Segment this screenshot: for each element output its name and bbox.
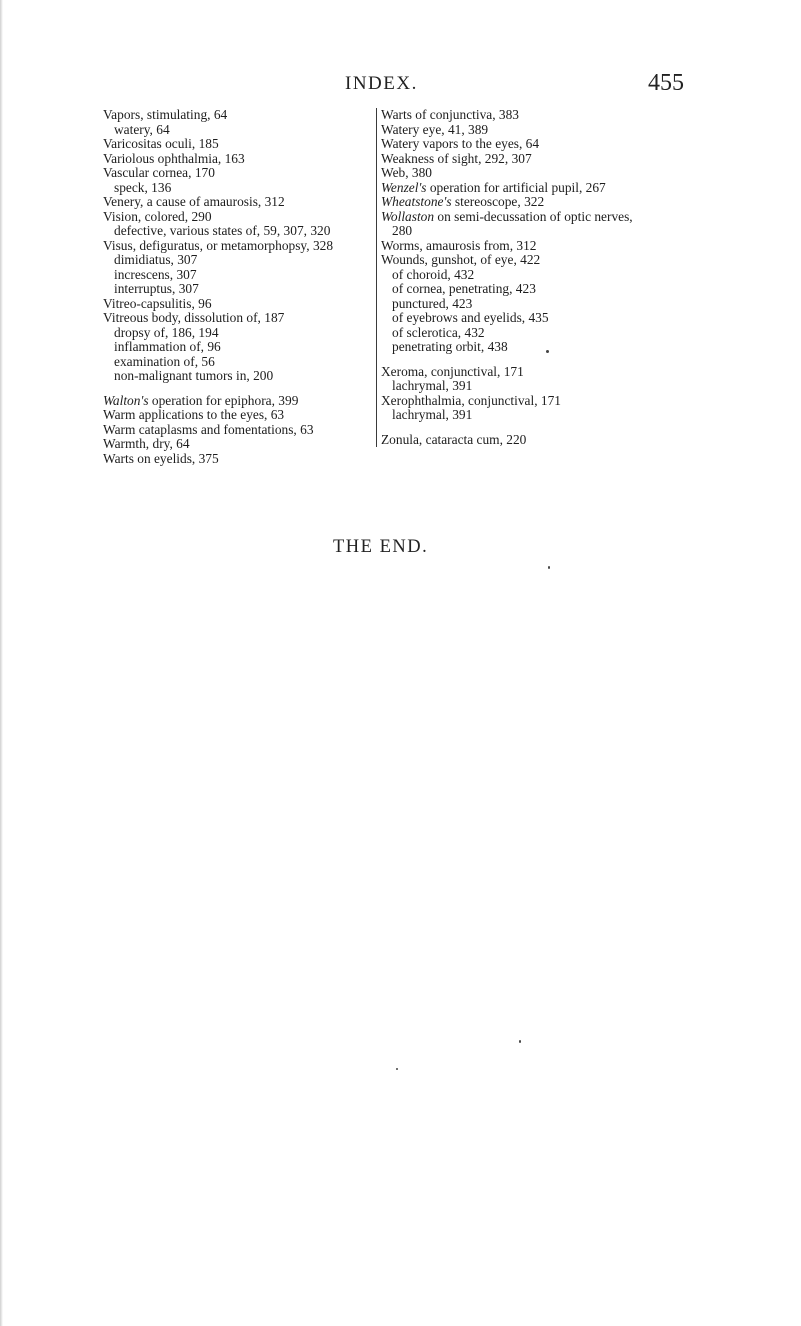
entry-text: of sclerotica, 432: [392, 324, 485, 340]
index-entry: [381, 253, 791, 268]
entry-text: Vascular cornea, 170: [103, 165, 215, 180]
index-entry: [381, 152, 791, 167]
index-subentry: [381, 268, 791, 283]
index-entry: [103, 394, 373, 409]
entry-text: Weakness of sight, 292, 307: [381, 150, 532, 166]
scan-edge: [0, 0, 3, 1326]
index-subentry: [103, 268, 373, 283]
index-entry: [103, 437, 373, 452]
entry-text: Watery eye, 41, 389: [381, 121, 489, 137]
entry-text: Warmth, dry, 64: [103, 436, 190, 451]
index-subentry: [381, 408, 791, 423]
index-entry: [103, 210, 373, 225]
closing-text: THE END.: [333, 537, 429, 557]
entry-text: defective, various states of, 59, 307, 320: [114, 223, 331, 238]
entry-text: non-malignant tumors in, 200: [114, 368, 274, 383]
index-subentry: [103, 123, 373, 138]
entry-italic-name: Wheatstone's: [381, 194, 452, 209]
entry-text: Xeroma, conjunctival, 171: [381, 363, 524, 379]
entry-text: Web, 380: [381, 165, 432, 180]
entry-text: Xerophthalmia, conjunctival, 171: [381, 392, 561, 408]
index-entry: [103, 137, 373, 152]
index-entry: [381, 365, 791, 380]
index-subentry: [103, 282, 373, 297]
index-entry: [103, 166, 373, 181]
entry-text: punctured, 423: [392, 295, 473, 311]
entry-text: examination of, 56: [114, 353, 215, 369]
entry-text: operation for artificial pupil, 267: [426, 179, 606, 195]
entry-text: Watery vapors to the eyes, 64: [381, 136, 540, 151]
entry-text: dropsy of, 186, 194: [114, 324, 219, 340]
index-entry: [103, 452, 373, 467]
index-subentry: [103, 369, 373, 384]
entry-text: of choroid, 432: [392, 266, 475, 282]
entry-text: Varicositas oculi, 185: [103, 136, 219, 151]
scan-speck: [519, 1040, 521, 1043]
index-entry: [103, 152, 373, 167]
entry-text: watery, 64: [114, 121, 170, 137]
entry-text: Warm cataplasms and fomentations, 63: [103, 421, 314, 437]
entry-text: Vitreous body, dissolution of, 187: [103, 310, 285, 325]
index-entry: [381, 433, 791, 448]
entry-text: Visus, defiguratus, or metamorphopsy, 328: [103, 237, 334, 253]
index-entry: [103, 311, 373, 326]
entry-text: Vitreo-capsulitis, 96: [103, 295, 212, 311]
index-subentry: [103, 340, 373, 355]
index-column-right: [376, 108, 791, 447]
entry-text: on semi-decussation of optic nerves,: [434, 208, 633, 224]
page-title: INDEX.: [345, 73, 418, 94]
entry-text: Vision, colored, 290: [103, 208, 212, 224]
scan-speck: [546, 350, 549, 353]
entry-italic-name: Wollaston: [381, 208, 435, 224]
index-subentry: [381, 311, 791, 326]
index-subentry: [381, 326, 791, 341]
scan-speck: [548, 566, 550, 569]
index-subentry: [381, 379, 791, 394]
index-subentry: [381, 224, 791, 239]
entry-text: dimidiatus, 307: [114, 252, 198, 267]
entry-text: Wounds, gunshot, of eye, 422: [381, 252, 541, 267]
index-subentry: [381, 297, 791, 312]
index-entry: [103, 239, 373, 254]
entry-italic-name: Walton's: [103, 392, 149, 408]
index-entry: [381, 166, 791, 181]
entry-text: Zonula, cataracta cum, 220: [381, 431, 527, 447]
entry-text: 280: [392, 223, 413, 238]
entry-italic-name: Wenzel's: [381, 179, 427, 195]
index-entry: [381, 137, 791, 152]
index-entry: [103, 408, 373, 423]
entry-text: inflammation of, 96: [114, 339, 221, 354]
index-subentry: [381, 340, 791, 355]
index-entry: [381, 239, 791, 254]
page-header: [0, 70, 801, 103]
index-subentry: [381, 282, 791, 297]
entry-text: operation for epiphora, 399: [148, 392, 299, 408]
index-entry: [103, 297, 373, 312]
entry-text: of cornea, penetrating, 423: [392, 281, 536, 296]
index-entry: [103, 423, 373, 438]
entry-text: increscens, 307: [114, 266, 197, 282]
index-entry: [381, 210, 791, 225]
entry-text: lachrymal, 391: [392, 378, 473, 393]
entry-text: of eyebrows and eyelids, 435: [392, 310, 549, 325]
index-entry: [103, 195, 373, 210]
index-subentry: [103, 355, 373, 370]
index-subentry: [103, 224, 373, 239]
entry-text: Warts of conjunctiva, 383: [381, 107, 519, 122]
index-entry: [381, 195, 791, 210]
index-subentry: [103, 326, 373, 341]
entry-text: Variolous ophthalmia, 163: [103, 150, 245, 166]
index-subentry: [103, 181, 373, 196]
index-column-left: [103, 108, 373, 466]
entry-text: interruptus, 307: [114, 281, 199, 296]
page-number: 455: [648, 70, 684, 96]
entry-text: speck, 136: [114, 179, 172, 195]
entry-text: Venery, a cause of amaurosis, 312: [103, 194, 285, 209]
entry-text: Worms, amaurosis from, 312: [381, 237, 537, 253]
index-entry: [381, 108, 791, 123]
entry-text: Vapors, stimulating, 64: [103, 107, 228, 122]
index-subentry: [103, 253, 373, 268]
scan-speck: [396, 1068, 398, 1070]
entry-text: penetrating orbit, 438: [392, 339, 508, 354]
entry-text: Warm applications to the eyes, 63: [103, 407, 285, 422]
entry-text: Warts on eyelids, 375: [103, 450, 219, 466]
index-entry: [381, 181, 791, 196]
entry-text: lachrymal, 391: [392, 407, 473, 422]
index-entry: [381, 123, 791, 138]
index-entry: [103, 108, 373, 123]
index-entry: [381, 394, 791, 409]
entry-text: stereoscope, 322: [451, 194, 545, 209]
